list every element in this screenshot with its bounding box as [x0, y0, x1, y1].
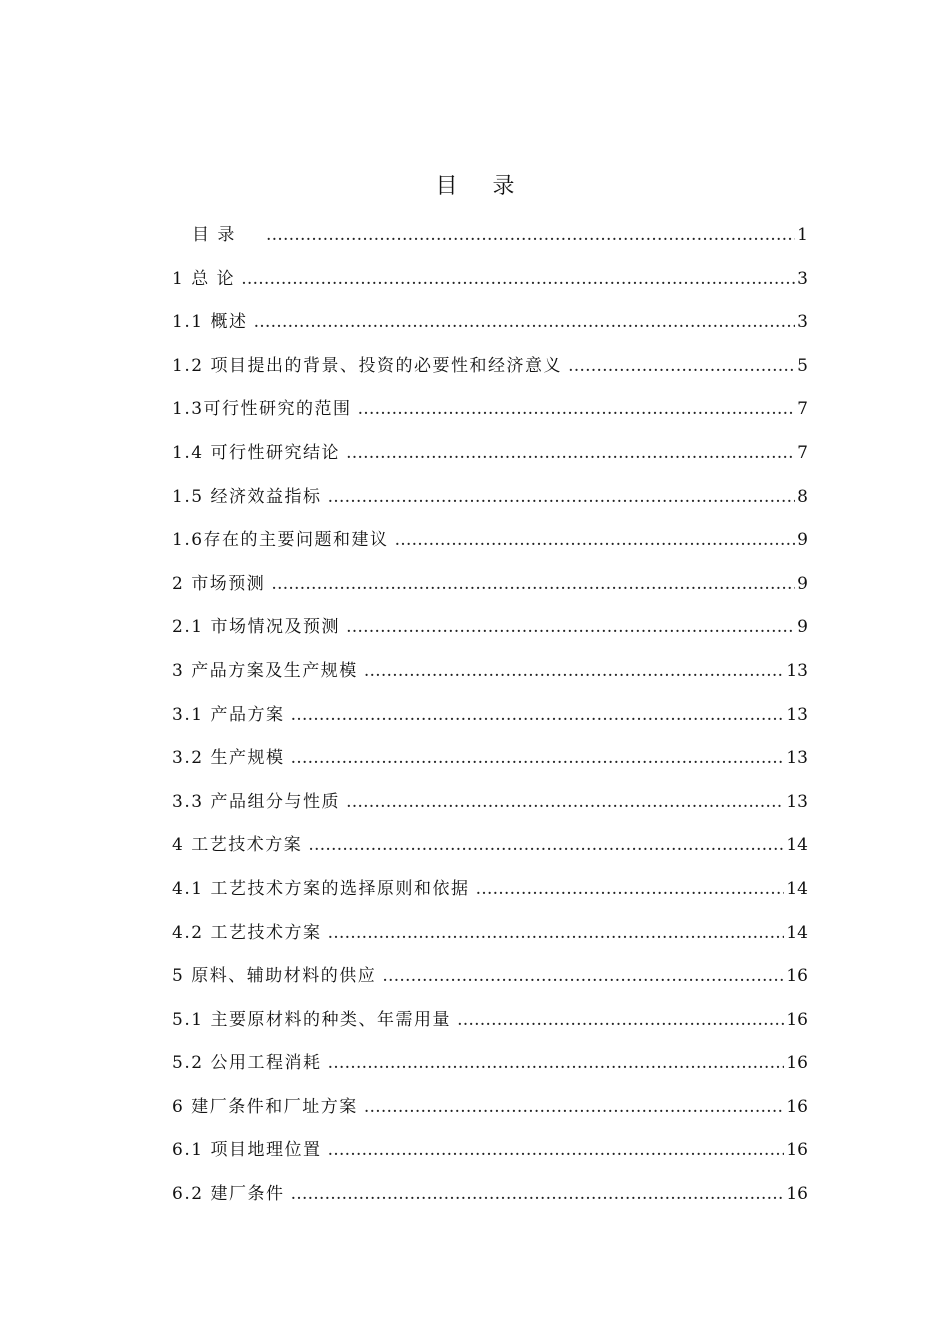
toc-leader-dots [382, 966, 784, 986]
toc-entry-label: 1 总 论 [172, 268, 236, 289]
page-title: 目 录 [435, 174, 529, 199]
toc-entry[interactable] [172, 787, 808, 831]
toc-leader-dots [290, 705, 784, 725]
toc-entry-page: 14 [786, 835, 808, 856]
toc-entry[interactable] [172, 918, 808, 962]
toc-entry-page: 16 [786, 1184, 808, 1205]
toc-entry[interactable] [172, 1179, 808, 1223]
toc-leader-dots [395, 530, 796, 550]
toc-leader-dots [290, 1184, 784, 1204]
toc-entry-page: 16 [786, 1140, 808, 1161]
toc-leader-dots [364, 1097, 785, 1117]
toc-entry-page: 16 [786, 1053, 808, 1074]
toc-leader-dots [457, 1010, 784, 1030]
toc-entry[interactable] [172, 1048, 808, 1092]
toc-leader-dots [327, 487, 795, 507]
toc-leader-dots [308, 835, 784, 855]
toc-entry[interactable] [172, 743, 808, 787]
toc-leader-dots [475, 879, 784, 899]
toc-leader-dots [346, 617, 795, 637]
toc-entry-label: 4.2 工艺技术方案 [172, 922, 322, 943]
toc-entry[interactable] [172, 874, 808, 918]
toc-entry-page: 13 [786, 791, 808, 812]
toc-entry-label: 5.1 主要原材料的种类、年需用量 [172, 1009, 451, 1030]
toc-entry[interactable] [172, 700, 808, 744]
toc-entry-page: 7 [797, 399, 808, 420]
toc-entry-page: 14 [786, 922, 808, 943]
toc-leader-dots [290, 748, 784, 768]
toc-entry-label: 1.4 可行性研究结论 [172, 442, 340, 463]
toc-leader-dots [568, 356, 795, 376]
toc-leader-dots [327, 923, 784, 943]
toc-entry-label: 1.2 项目提出的背景、投资的必要性和经济意义 [172, 355, 562, 376]
toc-entry[interactable] [172, 1005, 808, 1049]
toc-entry-page: 9 [797, 530, 808, 551]
toc-entry-page: 13 [786, 748, 808, 769]
toc-entry-label: 3.3 产品组分与性质 [172, 791, 340, 812]
toc-entry[interactable] [172, 656, 808, 700]
toc-leader-dots [271, 574, 795, 594]
toc-entry-page: 9 [797, 573, 808, 594]
toc-entry-page: 7 [797, 442, 808, 463]
toc-entry-label: 1.3可行性研究的范围 [172, 399, 352, 420]
toc-entry-page: 14 [786, 878, 808, 899]
toc-entry-label: 3.2 生产规模 [172, 748, 285, 769]
toc-entry[interactable] [172, 612, 808, 656]
toc-entry-label: 6 建厂条件和厂址方案 [172, 1096, 358, 1117]
toc-entry-label: 6.2 建厂条件 [172, 1184, 285, 1205]
toc-leader-dots [364, 661, 785, 681]
toc-entry[interactable] [172, 351, 808, 395]
toc-entry-label: 5.2 公用工程消耗 [172, 1053, 322, 1074]
toc-entry-page: 9 [797, 617, 808, 638]
toc-entry-page: 13 [786, 660, 808, 681]
toc-entry[interactable] [172, 1092, 808, 1136]
toc-leader-dots [327, 1053, 784, 1073]
toc-entry-page: 16 [786, 1009, 808, 1030]
toc-entry[interactable] [172, 525, 808, 569]
toc-leader-dots [358, 399, 796, 419]
toc-entry-label: 6.1 项目地理位置 [172, 1140, 322, 1161]
toc-entry-label: 1.5 经济效益指标 [172, 486, 322, 507]
toc-leader-dots [253, 312, 795, 332]
toc-entry-page: 13 [786, 704, 808, 725]
toc-entry[interactable] [172, 264, 808, 308]
toc-entry-page: 3 [797, 268, 808, 289]
toc-entry-page: 3 [797, 312, 808, 333]
toc-entry-page: 8 [797, 486, 808, 507]
toc-entry-label: 2.1 市场情况及预测 [172, 617, 340, 638]
toc-leader-dots [327, 1140, 784, 1160]
toc-leader-dots [346, 792, 784, 812]
toc-entry[interactable] [172, 438, 808, 482]
toc-leader-dots [241, 269, 795, 289]
toc-entry[interactable] [172, 569, 808, 613]
toc-entry-page: 5 [797, 355, 808, 376]
toc-entry-label: 5 原料、辅助材料的供应 [172, 966, 377, 987]
toc-leader-dots [346, 443, 795, 463]
toc-entry[interactable] [172, 394, 808, 438]
toc-entry-label: 1.6存在的主要问题和建议 [172, 530, 389, 551]
toc-entry-page: 1 [797, 225, 808, 245]
toc-entry[interactable] [172, 482, 808, 526]
toc-entry-label: 4 工艺技术方案 [172, 835, 303, 856]
toc-entry[interactable] [172, 307, 808, 351]
toc-entry[interactable] [172, 961, 808, 1005]
toc-entry-label: 2 市场预测 [172, 573, 266, 594]
toc-entry-page: 16 [786, 1096, 808, 1117]
toc-entry-label: 4.1 工艺技术方案的选择原则和依据 [172, 878, 470, 899]
toc-entry-label: 3.1 产品方案 [172, 704, 285, 725]
toc-entry-page: 16 [786, 966, 808, 987]
toc-entry[interactable] [172, 830, 808, 874]
toc-entry-label: 目 录 [192, 225, 236, 245]
toc-entry[interactable] [172, 1135, 808, 1179]
toc-entry-label: 1.1 概述 [172, 312, 248, 333]
table-of-contents [172, 220, 808, 1223]
toc-leader-dots [266, 225, 795, 245]
toc-entry-label: 3 产品方案及生产规模 [172, 660, 358, 681]
toc-entry[interactable] [172, 220, 808, 264]
